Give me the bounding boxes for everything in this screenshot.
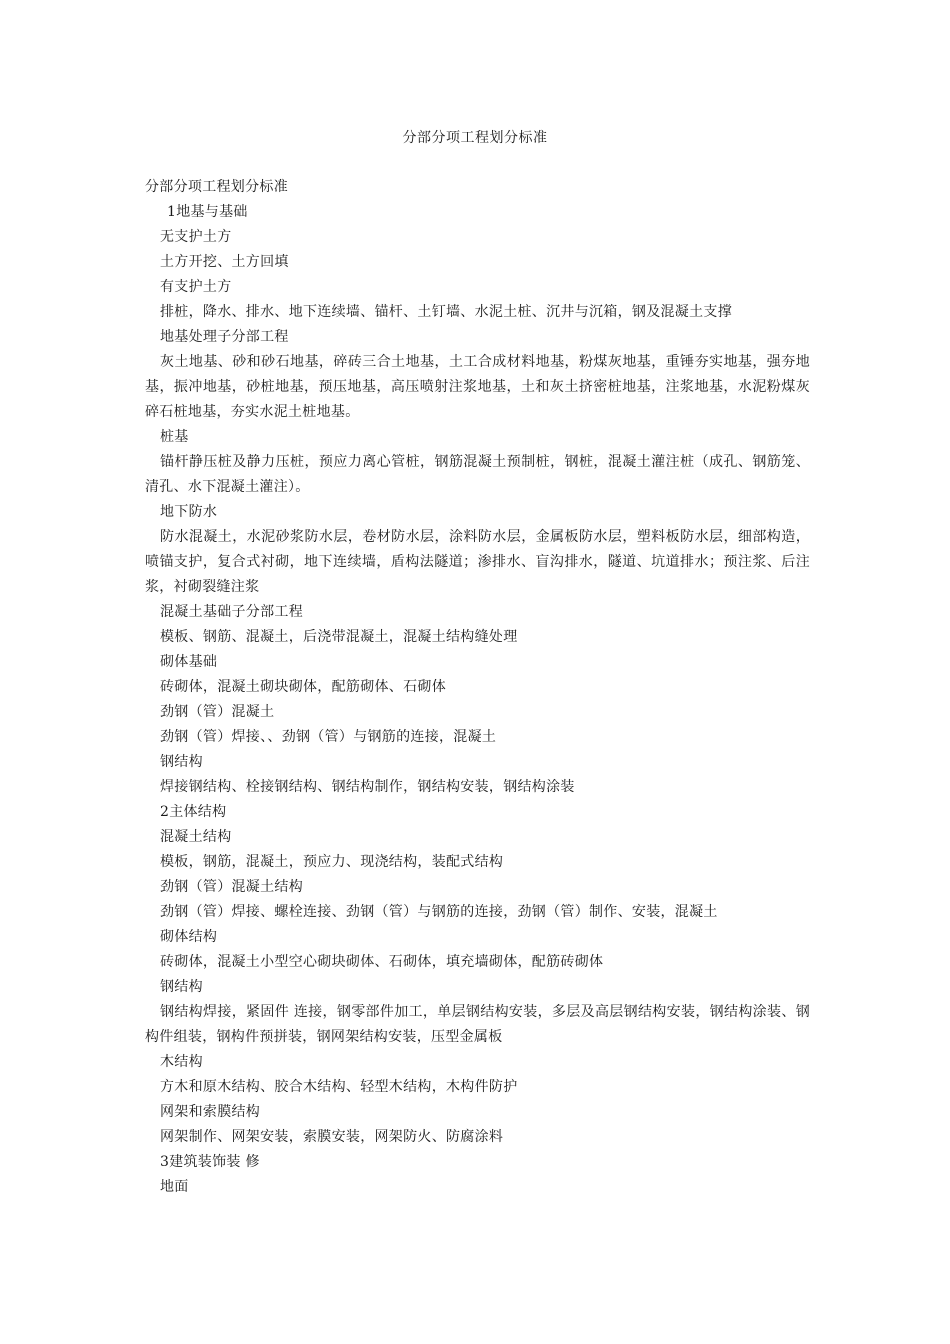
text-line: 劲钢（管）混凝土结构 (160, 879, 303, 895)
text-line: 钢结构焊接，紧固件 连接，钢零部件加工，单层钢结构安装，多层及高层钢结构安装，钢结构涂装、钢构件组装，钢构件预拼装，钢网架结构安装，压型金属板 (145, 1004, 810, 1045)
text-line: 钢结构 (160, 754, 203, 770)
text-line: 无支护土方 (160, 229, 232, 245)
text-line: 混凝土基础子分部工程 (160, 604, 303, 620)
text-line: 灰土地基、砂和砂石地基，碎砖三合土地基，土工合成材料地基，粉煤灰地基，重锤夯实地基，强夯地基，振冲地基，砂桩地基，预压地基，高压喷射注浆地基，土和灰土挤密桩地基，注浆地基，水泥粉煤灰碎石桩地基，夯实水泥土桩地基。 (145, 354, 810, 420)
text-line: 砌体基础 (160, 654, 218, 670)
text-line: 锚杆静压桩及静力压桩，预应力离心管桩，钢筋混凝土预制桩，钢桩，混凝土灌注桩（成孔、钢筋笼、清孔、水下混凝土灌注）。 (145, 454, 810, 495)
text-line: 劲钢（管）混凝土 (160, 704, 275, 720)
text-line: 混凝土结构 (160, 829, 232, 845)
text-line: 砖砌体，混凝土小型空心砌块砌体、石砌体，填充墙砌体，配筋砖砌体 (160, 954, 604, 970)
text-line: 网架制作、网架安装，索膜安装，网架防火、防腐涂料 (160, 1129, 504, 1145)
text-line: 2主体结构 (160, 804, 227, 820)
text-line: 防水混凝土，水泥砂浆防水层，卷材防水层，涂料防水层，金属板防水层，塑料板防水层，细部构造，喷锚支护，复合式衬砌，地下连续墙，盾构法隧道；渗排水、盲沟排水，隧道、坑道排水；预注浆、后注浆，衬砌裂缝注浆 (145, 529, 810, 595)
text-line: 劲钢（管）焊接、螺栓连接、劲钢（管）与钢筋的连接，劲钢（管）制作、安装，混凝土 (160, 904, 718, 920)
text-line: 木结构 (160, 1054, 203, 1070)
text-line: 地面 (160, 1179, 189, 1195)
document-body (145, 175, 810, 1200)
text-line: 钢结构 (160, 979, 203, 995)
text-line: 模板、钢筋、混凝土，后浇带混凝土，混凝土结构缝处理 (160, 629, 518, 645)
text-line: 地下防水 (160, 504, 218, 520)
text-line: 砌体结构 (160, 929, 218, 945)
text-line: 砖砌体，混凝土砌块砌体，配筋砌体、石砌体 (160, 679, 446, 695)
text-line: 1地基与基础 (167, 204, 248, 220)
page-title: 分部分项工程划分标准 (402, 130, 548, 146)
text-line: 方木和原木结构、胶合木结构、轻型木结构，木构件防护 (160, 1079, 518, 1095)
text-line: 地基处理子分部工程 (160, 329, 289, 345)
text-line: 土方开挖、土方回填 (160, 254, 289, 270)
text-line: 网架和索膜结构 (160, 1104, 261, 1120)
text-line: 劲钢（管）焊接、、劲钢（管）与钢筋的连接，混凝土 (160, 729, 497, 745)
text-line: 桩基 (160, 429, 189, 445)
text-line: 模板，钢筋，混凝土，预应力、现浇结构，装配式结构 (160, 854, 504, 870)
text-line: 3建筑装饰装 修 (160, 1154, 260, 1170)
text-line: 排桩，降水、排水、地下连续墙、锚杆、土钉墙、水泥土桩、沉井与沉箱，钢及混凝土支撑 (160, 304, 732, 320)
text-line: 分部分项工程划分标准 (145, 179, 288, 195)
text-line: 焊接钢结构、栓接钢结构、钢结构制作，钢结构安装，钢结构涂装 (160, 779, 575, 795)
text-line: 有支护土方 (160, 279, 232, 295)
